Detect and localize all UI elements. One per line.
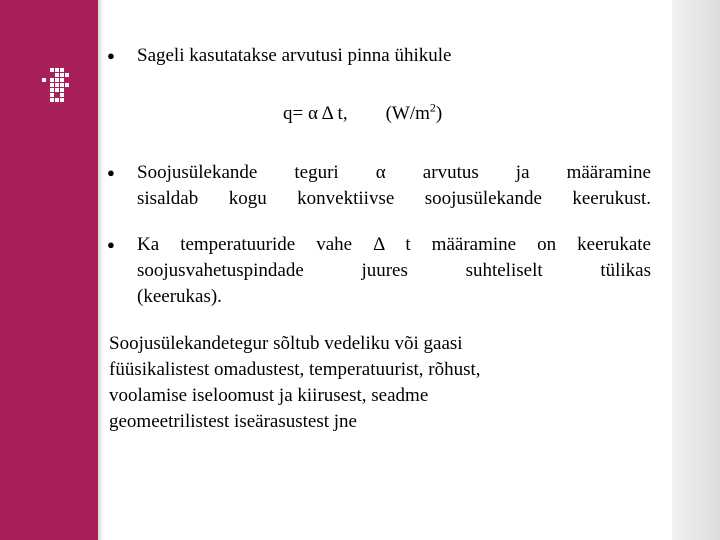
formula-unit-prefix: (W/m [385,103,430,124]
formula-unit-exponent: 2 [429,100,436,115]
formula [283,101,442,127]
summary-line-4: geomeetrilistest iseärasustest jne [109,411,357,432]
bullet-1-text: Sageli kasutatakse arvutusi pinna ühikule [137,45,452,66]
bullet-2-text [137,160,651,212]
formula-unit-suffix: ) [435,103,443,124]
summary-line-1: Soojusülekandetegur sõltub vedeliku või gaasi [109,333,463,354]
bullet-dot-icon: ● [107,48,115,63]
bullet-dot-icon: ● [107,237,115,252]
bullet-3-line-1: Ka temperatuuride vahe Δ t määramine on keerukate [137,234,651,255]
bullet-3-line-2: soojusvahetuspindade juures suhteliselt tülikas [137,260,651,281]
bullet-2-line-1: Soojusülekande teguri α arvutus ja määramine [137,162,651,183]
summary-paragraph [109,331,599,435]
bullet-dot-icon: ● [107,165,115,180]
formula-unit [385,100,443,124]
summary-line-3: voolamise iseloomust ja kiirusest, seadme [109,385,429,406]
formula-expression: q= α Δ t, [283,103,348,124]
bullet-3-text [137,232,651,310]
summary-line-2: füüsikalistest omadustest, temperatuurist, rõhust, [109,359,481,380]
bullet-2-line-2: sisaldab kogu konvektiivse soojusülekande keerukust. [137,188,651,209]
bullet-3-line-3: (keerukas). [137,286,222,307]
